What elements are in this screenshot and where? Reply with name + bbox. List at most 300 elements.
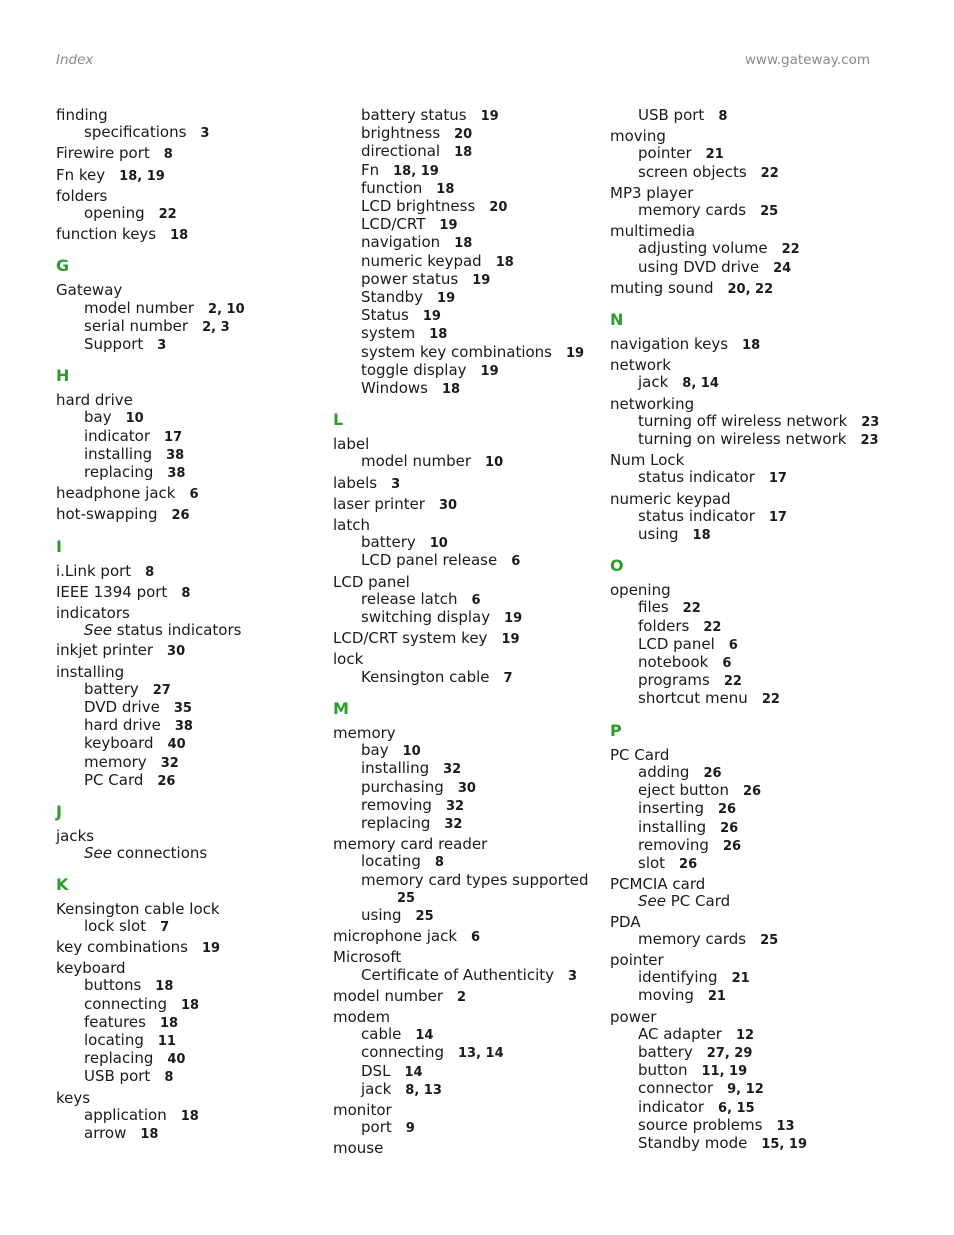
index-term [56, 282, 336, 299]
index-subterm [610, 526, 880, 544]
page-ref: 18 [454, 236, 473, 252]
index-term [333, 1009, 613, 1026]
index-entry [333, 988, 613, 1006]
page-ref: 3 [157, 338, 167, 354]
subterm-text: cable [361, 1025, 402, 1044]
see-reference: See [638, 892, 666, 911]
index-entry [610, 491, 880, 545]
index-subterm [610, 855, 880, 873]
subterm-text: connector [638, 1079, 714, 1098]
index-letter-heading: J [56, 802, 62, 822]
page-ref: 6 [511, 554, 521, 570]
index-term [56, 392, 336, 409]
page-ref: 23 [861, 414, 880, 430]
index-subterm [333, 1119, 613, 1137]
index-entry [333, 1009, 613, 1099]
subterm-text: jack [638, 373, 669, 392]
subterm-text: model number [84, 298, 195, 317]
page-ref: 12 [735, 1027, 755, 1043]
index-subterm [56, 681, 336, 699]
index-term [610, 280, 880, 298]
index-subterm [610, 374, 880, 392]
index-subterm [610, 1080, 880, 1098]
subterm-text: connections [116, 844, 208, 863]
index-subterm [56, 754, 336, 772]
page-ref: 18 [170, 228, 189, 244]
index-entry [56, 828, 336, 862]
term-text: LCD/CRT system key [333, 629, 488, 648]
subterm-text: locating [84, 1030, 144, 1049]
subterm-text: system [361, 324, 416, 343]
index-subterm [56, 205, 336, 223]
subterm-text: directional [361, 142, 441, 161]
subterm-text: USB port [84, 1067, 151, 1086]
page-ref: 38 [166, 447, 185, 463]
page-ref: 17 [768, 509, 787, 525]
page-ref: 18, 19 [119, 168, 165, 184]
page-ref: 19 [202, 940, 221, 956]
subterm-text: Certificate of Authenticity [361, 965, 555, 984]
subterm-text: LCD/CRT [361, 215, 426, 234]
page-ref: 30 [167, 644, 186, 660]
page-ref: 15, 19 [761, 1136, 807, 1152]
page-ref: 6 [728, 637, 738, 653]
subterm-text: system key combinations [361, 342, 552, 361]
term-text: function keys [56, 225, 157, 244]
index-letter-heading: H [56, 366, 70, 386]
index-entry [610, 107, 880, 125]
subterm-text: bay [361, 741, 389, 760]
subterm-text: replacing [361, 813, 431, 832]
index-entry [56, 188, 336, 223]
page-ref: 25 [760, 932, 779, 948]
page-ref: 22 [158, 207, 177, 223]
subterm-text: identifying [638, 968, 718, 987]
index-subterm [333, 815, 613, 833]
index-subterm [610, 636, 880, 654]
term-text: PDA [610, 912, 641, 931]
index-letter-heading: O [610, 556, 624, 576]
term-text: jacks [56, 827, 95, 846]
index-subterm [610, 654, 880, 672]
page-ref: 13, 14 [458, 1046, 504, 1062]
index-entry [333, 949, 613, 984]
page-ref: 13 [776, 1118, 795, 1134]
index-subterm [56, 300, 336, 318]
index-entry [56, 107, 336, 142]
index-term [56, 828, 336, 845]
index-entry [56, 664, 336, 790]
index-subterm [610, 764, 880, 782]
page-ref: 32 [443, 762, 462, 778]
term-text: Firewire port [56, 144, 150, 163]
index-entry [610, 336, 880, 354]
index-subterm [56, 1068, 336, 1086]
page-ref: 2, 10 [208, 301, 245, 317]
term-text: numeric keypad [610, 489, 731, 508]
term-text: pointer [610, 950, 664, 969]
index-subterm [56, 996, 336, 1014]
index-entry [333, 725, 613, 833]
subterm-text: AC adapter [638, 1024, 722, 1043]
index-subterm [610, 431, 880, 449]
subterm-text: using [361, 905, 402, 924]
index-subterm [333, 742, 613, 760]
index-entry [610, 128, 880, 182]
index-subterm [333, 907, 613, 925]
page-ref: 21 [705, 147, 724, 163]
subterm-text: adjusting volume [638, 239, 768, 258]
page-ref: 27, 29 [706, 1045, 753, 1061]
subterm-text: toggle display [361, 360, 467, 379]
page-ref: 2 [457, 989, 467, 1005]
subterm-text: folders [638, 616, 690, 635]
page-ref: 18 [429, 327, 448, 343]
index-subterm [56, 735, 336, 753]
subterm-text: purchasing [361, 777, 444, 796]
index-term [333, 496, 613, 514]
page-ref: 26 [679, 856, 698, 872]
page-ref: 18 [692, 528, 711, 544]
index-letter-heading: G [56, 256, 70, 276]
page-ref: 14 [415, 1028, 434, 1044]
index-term [56, 107, 336, 124]
index-entry [56, 1090, 336, 1144]
index-entry [333, 517, 613, 571]
index-subterm [333, 591, 613, 609]
index-subterm [333, 1044, 613, 1062]
term-text: moving [610, 127, 666, 146]
index-subterm [56, 1050, 336, 1068]
subterm-text: navigation [361, 233, 441, 252]
subterm-text: keyboard [84, 734, 154, 753]
term-text: MP3 player [610, 183, 694, 202]
index-term [610, 396, 880, 413]
page-ref: 18 [495, 254, 514, 270]
page-ref: 7 [503, 670, 513, 686]
index-subterm [333, 380, 613, 398]
index-subterm [333, 253, 613, 271]
term-text: muting sound [610, 278, 714, 297]
index-subterm [610, 819, 880, 837]
index-entry [333, 928, 613, 946]
term-text: key combinations [56, 937, 188, 956]
index-term [610, 336, 880, 354]
index-entry [333, 1140, 613, 1157]
page-ref: 2, 3 [202, 319, 230, 335]
subterm-text: PC Card [670, 892, 731, 911]
index-subterm [610, 145, 880, 163]
subterm-text: adding [638, 762, 690, 781]
index-entry [610, 280, 880, 298]
subterm-text: function [361, 178, 423, 197]
subterm-text: battery status [361, 106, 467, 124]
index-entry [610, 1009, 880, 1154]
index-subterm [333, 453, 613, 471]
page-ref: 10 [402, 744, 421, 760]
index-subterm-continuation [333, 889, 613, 907]
index-subterm [333, 362, 613, 380]
index-subterm [333, 162, 613, 180]
index-entry [333, 496, 613, 514]
subterm-text: Fn [361, 160, 380, 179]
subterm-text: power status [361, 269, 459, 288]
index-entry [56, 392, 336, 482]
see-reference: See [84, 844, 112, 863]
index-subterm [333, 307, 613, 325]
term-text: i.Link port [56, 561, 132, 580]
term-text: hard drive [56, 391, 133, 410]
term-text: monitor [333, 1100, 392, 1119]
subterm-text: memory card types supported [361, 870, 589, 889]
page-ref: 38 [174, 719, 193, 735]
index-subterm [333, 872, 613, 889]
index-term [610, 491, 880, 508]
index-entry [56, 642, 336, 660]
index-subterm [56, 977, 336, 995]
index-term [333, 574, 613, 591]
term-text: Fn key [56, 165, 106, 184]
page-ref: 26 [722, 838, 742, 854]
index-entry [610, 582, 880, 708]
subterm-text: hard drive [84, 716, 161, 735]
subterm-text: turning off wireless network [638, 411, 848, 430]
index-entry [56, 563, 336, 581]
index-term [610, 914, 880, 931]
subterm-text: removing [638, 835, 709, 854]
page-ref: 19 [566, 345, 585, 361]
term-text: memory card reader [333, 835, 488, 854]
index-term [333, 630, 613, 648]
page-ref: 18, 19 [393, 163, 439, 179]
index-subterm [333, 180, 613, 198]
page-ref: 9 [405, 1121, 415, 1137]
index-term [610, 1009, 880, 1026]
index-subterm [333, 325, 613, 343]
index-entry [610, 747, 880, 873]
see-reference: See [84, 621, 112, 640]
subterm-text: using DVD drive [638, 257, 760, 276]
index-subterm [610, 1026, 880, 1044]
index-subterm [610, 931, 880, 949]
index-term [333, 436, 613, 453]
page-ref: 26 [743, 784, 762, 800]
page-ref: 8 [718, 109, 728, 124]
index-entry [610, 396, 880, 450]
index-letter-heading: P [610, 720, 622, 740]
index-subterm [333, 797, 613, 815]
index-term [56, 226, 336, 244]
index-entry [56, 145, 336, 163]
subterm-text: locating [361, 852, 421, 871]
index-term [610, 357, 880, 374]
index-entry [610, 185, 880, 220]
index-subterm [333, 760, 613, 778]
index-subterm [333, 271, 613, 289]
index-subterm [610, 164, 880, 182]
subterm-text: DSL [361, 1061, 391, 1080]
index-subterm [56, 124, 336, 142]
page-ref: 9, 12 [727, 1082, 764, 1098]
page-ref: 19 [439, 218, 458, 234]
index-subterm [610, 202, 880, 220]
term-text: lock [333, 650, 364, 669]
index-subterm [610, 413, 880, 431]
page-ref: 10 [485, 455, 504, 471]
index-subterm [56, 1125, 336, 1143]
subterm-text: memory cards [638, 929, 747, 948]
index-subterm [333, 107, 613, 125]
page-ref: 11 [157, 1033, 176, 1049]
subterm-text: Status [361, 306, 409, 325]
term-text: memory [333, 723, 396, 742]
page-ref: 6 [722, 656, 732, 672]
index-term [56, 642, 336, 660]
page-ref: 11, 19 [701, 1064, 748, 1080]
subterm-text: turning on wireless network [638, 430, 847, 449]
page-ref: 32 [445, 798, 465, 814]
subterm-text: status indicators [116, 621, 242, 640]
subterm-text: port [361, 1118, 392, 1137]
index-subterm [56, 446, 336, 464]
subterm-text: Windows [361, 379, 428, 398]
subterm-text: lock slot [84, 916, 147, 935]
index-entry [56, 226, 336, 244]
term-text: navigation keys [610, 335, 729, 354]
index-subterm [610, 508, 880, 526]
index-subterm [56, 699, 336, 717]
index-entry [610, 952, 880, 1006]
subterm-text: status indicator [638, 506, 755, 525]
subterm-text: slot [638, 853, 666, 872]
page-ref: 18 [742, 338, 761, 354]
term-text: Gateway [56, 281, 123, 300]
page-ref: 32 [444, 816, 463, 832]
term-text: finding [56, 106, 108, 124]
index-subterm [56, 464, 336, 482]
index-term [610, 128, 880, 145]
term-text: keys [56, 1088, 91, 1107]
page-ref: 8 [164, 1070, 174, 1086]
subterm-text: PC Card [84, 770, 144, 789]
term-text: PCMCIA card [610, 875, 706, 894]
index-term [56, 901, 336, 918]
subterm-text: Support [84, 335, 144, 354]
index-entry [333, 574, 613, 628]
page-ref: 22 [760, 165, 779, 181]
subterm-text: model number [361, 452, 472, 471]
page-ref: 10 [125, 411, 144, 427]
subterm-text: release latch [361, 589, 458, 608]
index-entry [56, 485, 336, 503]
page-ref: 22 [761, 692, 780, 708]
index-subterm [333, 1026, 613, 1044]
subterm-text: memory cards [638, 201, 747, 220]
term-text: PC Card [610, 745, 670, 764]
index-entry [333, 436, 613, 471]
term-text: labels [333, 473, 378, 492]
index-term [56, 605, 336, 622]
index-subterm [56, 336, 336, 354]
page-ref: 18 [441, 382, 461, 398]
page-ref: 21 [707, 989, 726, 1005]
page-ref: 19 [480, 363, 499, 379]
index-entry [610, 914, 880, 949]
index-term [333, 836, 613, 853]
index-term [56, 1090, 336, 1107]
page-ref: 8, 14 [682, 376, 719, 392]
page-ref: 25 [760, 204, 779, 220]
index-term [56, 584, 336, 602]
page-ref: 3 [568, 968, 578, 984]
term-text: inkjet printer [56, 641, 154, 660]
subterm-text: features [84, 1012, 146, 1031]
index-subterm [56, 772, 336, 790]
subterm-text: button [638, 1061, 688, 1080]
index-subterm [333, 669, 613, 687]
page-ref: 26 [720, 820, 739, 836]
page-ref: 40 [167, 1052, 186, 1068]
index-term [333, 725, 613, 742]
subterm-text: battery [84, 679, 139, 698]
term-text: indicators [56, 604, 130, 623]
index-term [333, 651, 613, 668]
page-ref: 14 [404, 1064, 423, 1080]
subterm-text: Kensington cable [361, 667, 490, 686]
subterm-text: installing [84, 444, 153, 463]
index-letter-heading: L [333, 410, 344, 430]
page-ref: 18 [180, 1108, 199, 1124]
index-subterm [333, 143, 613, 161]
page-ref: 6 [189, 487, 199, 503]
index-subterm [610, 107, 880, 125]
page-ref: 25 [415, 908, 434, 924]
index-term [56, 167, 336, 185]
index-entry [56, 506, 336, 524]
subterm-text: switching display [361, 608, 491, 627]
index-subterm [56, 1107, 336, 1125]
index-subterm [333, 344, 613, 362]
subterm-text: using [638, 525, 679, 544]
page-ref: 20 [489, 200, 508, 216]
index-term [610, 223, 880, 240]
index-subterm [610, 837, 880, 855]
page-ref: 6 [471, 930, 481, 946]
page-ref: 18 [159, 1015, 179, 1031]
subterm-text: opening [84, 204, 145, 223]
index-subterm [333, 552, 613, 570]
index-entry [56, 605, 336, 639]
index-subterm [333, 289, 613, 307]
index-term [333, 517, 613, 534]
index-subterm [610, 969, 880, 987]
index-subterm [610, 893, 880, 910]
index-subterm [610, 259, 880, 277]
subterm-text: screen objects [638, 162, 747, 181]
index-subterm [610, 240, 880, 258]
index-subterm [610, 1135, 880, 1153]
subterm-text: numeric keypad [361, 251, 482, 270]
index-entry [56, 960, 336, 1086]
index-subterm [56, 428, 336, 446]
page-ref: 24 [773, 260, 792, 276]
subterm-text: USB port [638, 106, 705, 124]
subterm-text: replacing [84, 1049, 154, 1068]
index-entry [333, 475, 613, 493]
page-ref: 18 [454, 145, 473, 161]
term-text: latch [333, 516, 370, 535]
index-subterm [333, 125, 613, 143]
